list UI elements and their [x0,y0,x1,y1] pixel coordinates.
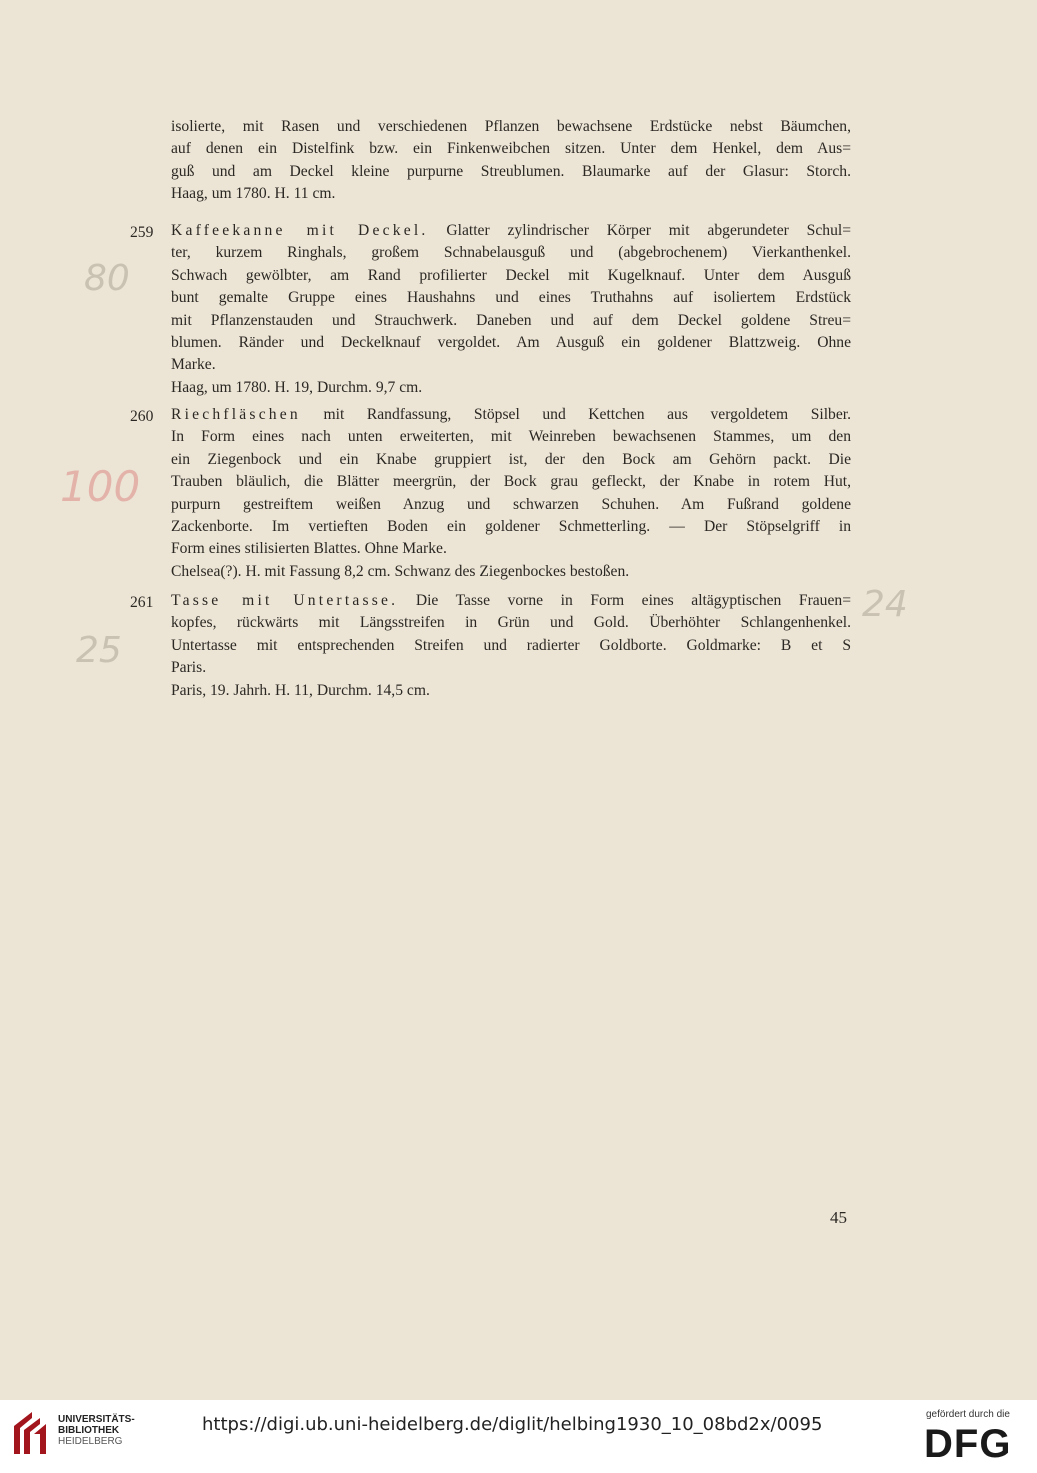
pencil-price-note-261-right: 24 [862,584,908,625]
funded-by-label: gefördert durch die [926,1409,1010,1420]
text-line: purpurn gestreiftem weißen Anzug und schwarzen Schuhen. Am Fußrand goldene [171,495,851,513]
text-line: bunt gemalte Gruppe eines Haushahns und eines Truthahns auf isoliertem Erdstück [171,289,851,307]
text-line: guß und am Deckel kleine purpurne Streublumen. Blaumarke auf der Glasur: Storch. [171,162,851,180]
dfg-logo: DFG [924,1422,1012,1466]
library-name: UNIVERSITÄTS- BIBLIOTHEK HEIDELBERG [58,1414,135,1447]
entry-260 [171,404,851,583]
text-line: Trauben bläulich, die Blätter meergrün, der Bock grau gefleckt, der Knabe in rotem Hut, [171,473,851,491]
text-line: isolierte, mit Rasen und verschiedenen Pflanzen bewachsene Erdstücke nebst Bäumchen, [171,118,851,135]
text-line: Form eines stilisierten Blattes. Ohne Marke. [171,540,447,558]
footer-bar [0,1400,1037,1473]
lot-number-261: 261 [130,594,154,611]
lot-number-259: 259 [130,224,154,241]
library-logo-icon [10,1408,50,1458]
text-line: ein Ziegenbock und ein Knabe gruppiert ist, der den Bock am Gehörn packt. Die [171,450,851,468]
text-line: Die Tasse vorne in Form eines altägyptischen Frauen= [415,592,851,609]
provenance-line: Haag, um 1780. H. 19, Durchm. 9,7 cm. [171,378,423,396]
lot-number-260: 260 [130,408,154,425]
pencil-price-note-260: 100 [60,462,141,511]
text-line: Glatter zylindrischer Körper mit abgerundeter Schul= [446,222,851,239]
text-line: mit Pflanzenstauden und Strauchwerk. Daneben und auf dem Deckel goldene Streu= [171,311,851,329]
provenance-line: Paris, 19. Jahrh. H. 11, Durchm. 14,5 cm. [171,681,430,699]
text-line: auf denen ein Distelfink bzw. ein Finkenweibchen sitzen. Unter dem Henkel, dem Aus= [171,140,851,158]
pencil-price-note-259: 80 [84,258,130,299]
source-url-link[interactable]: https://digi.ub.uni-heidelberg.de/diglit/helbing1930_10_08bd2x/0095 [202,1414,823,1435]
entry-title: Riechfläschen [171,406,301,423]
text-line: kopfes, rückwärts mit Längsstreifen in Grün und Gold. Überhöhter Schlangenhenkel. [171,614,851,632]
text-line: In Form eines nach unten erweiterten, mit Weinreben bewachsenen Stammes, um den [171,428,851,446]
entry-259 [171,220,851,399]
entry-continuation [171,116,851,206]
page-number: 45 [830,1208,847,1227]
entry-title: Tasse mit Untertasse. [171,592,399,609]
text-line: Schwach gewölbter, am Rand profilierter Deckel mit Kugelknauf. Unter dem Ausguß [171,266,851,284]
provenance-line: Haag, um 1780. H. 11 cm. [171,185,336,203]
text-line: Zackenborte. Im vertieften Boden ein goldener Schmetterling. — Der Stöpselgriff in [171,518,851,536]
pencil-price-note-261-left: 25 [76,630,122,671]
text-line: Marke. [171,356,216,374]
text-line: Paris. [171,659,207,677]
entry-261 [171,590,851,702]
text-line: ter, kurzem Ringhals, großem Schnabelausguß und (abgebrochenem) Vierkanthenkel. [171,244,851,262]
provenance-line: Chelsea(?). H. mit Fassung 8,2 cm. Schwanz des Ziegenbockes bestoßen. [171,562,630,580]
entry-title: Kaffeekanne mit Deckel. [171,222,429,239]
text-line: blumen. Ränder und Deckelknauf vergoldet. Am Ausguß ein goldener Blattzweig. Ohne [171,334,851,352]
text-line: Untertasse mit entsprechenden Streifen und radierter Goldborte. Goldmarke: B et S [171,636,851,654]
text-line: mit Randfassung, Stöpsel und Kettchen aus vergoldetem Silber. [323,406,851,423]
